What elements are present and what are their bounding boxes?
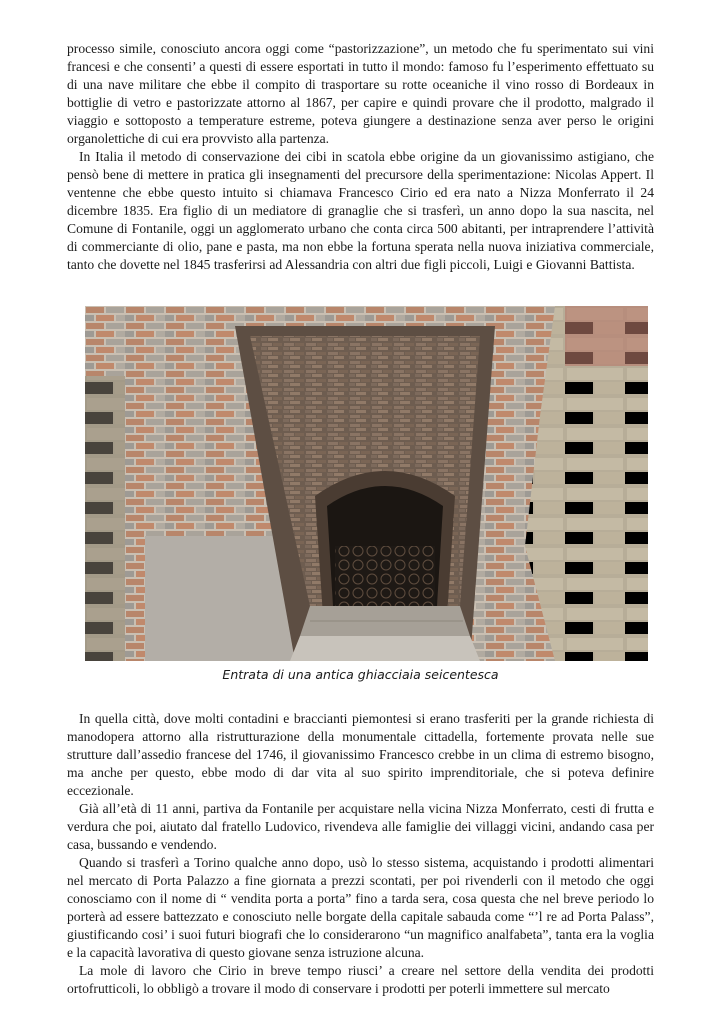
- paragraph: La mole di lavoro che Cirio in breve tempo riusci’ a creare nel settore della vendita dei prodotti ortofrutticoli, lo obbligò a trovare il modo di conservare i prodotti per poterli immettere sul mercato: [67, 963, 654, 996]
- paragraph: Già all’età di 11 anni, partiva da Fontanile per acquistare nella vicina Nizza Monferrato, cesti di frutta e verdura che poi, aiutato dal fratello Ludovico, rivendeva alle famiglie dei villaggi vicini, andando casa per casa, bussando e vendendo.: [67, 801, 654, 852]
- paragraph: Quando si trasferì a Torino qualche anno dopo, usò lo stesso sistema, acquistando i prodotti alimentari nel mercato di Porta Palazzo a fine giornata a prezzi scontati, per poi rivenderli con il metodo che oggi conosciamo con il nome di “ vendita porta a porta” fino a tarda sera, cosa questa che nel breve periodo lo porterà ad essere battezzato e conosciuto nelle borgate della capitale sabauda come “’l re ad Porta Palass”, giustificando cosi’ i suoi futuri biografi che lo considerarono “un magnifico analfabeta”, tanta era la voglia e la capacità lavorativa di questo giovane senza istruzione alcuna.: [67, 855, 654, 960]
- paragraph: processo simile, conosciuto ancora oggi come “pastorizzazione”, un metodo che fu sperimentato sui vini francesi e che consenti’ a questi di essere esportati in tutto il mondo: famoso fu l’esperimento effettuato su di una nave militare che ebbe il compito di trasportare su rotte oceaniche il vino rosso di Bordeaux in bottiglie di vetro e pastorizzate attorno al 1867, per capire e quindi provare che il prodotto, malgrado il viaggio e sottoposto a temperature estreme, poteva giungere a destinazione senza aver perso le origini organolettiche di cui era provvisto alla partenza.: [67, 41, 654, 146]
- ice-house-entrance-photo: [85, 306, 648, 661]
- top-text-block: [67, 40, 654, 274]
- paragraph: In quella città, dove molti contadini e braccianti piemontesi si erano trasferiti per la grande richiesta di manodopera attorno alla ristrutturazione della monumentale cittadella, fortemente provata nelle sue strutture dall’assedio francese del 1746, il giovanissimo Francesco crebbe in un clima di estremo bisogno, ma anche per questo, ebbe modo di dar vita al suo spirito imprenditoriale, che si poteva definire eccezionale.: [67, 711, 654, 798]
- bottom-text-block: [67, 710, 654, 998]
- paragraph: In Italia il metodo di conservazione dei cibi in scatola ebbe origine da un giovanissimo astigiano, che pensò bene di mettere in pratica gli insegnamenti del precursore della sperimentazione: Nicolas Appert. Il ventenne che ebbe questo intuito si chiamava Francesco Cirio ed era nato a Nizza Monferrato il 24 dicembre 1835. Era figlio di un mediatore di granaglie che si trasferì, un anno dopo la sua nascita, nel Comune di Fontanile, oggi un agglomerato urbano che conta circa 500 abitanti, per intraprendere l’attività di commerciante di olio, pane e pasta, ma non ebbe la fortuna sperata nella nuova iniziativa commerciale, tanto che dovette nel 1845 trasferirsi ad Alessandria con altri due figli piccoli, Luigi e Giovanni Battista.: [67, 149, 654, 272]
- photo-caption: Entrata di una antica ghiacciaia seicentesca: [222, 667, 499, 682]
